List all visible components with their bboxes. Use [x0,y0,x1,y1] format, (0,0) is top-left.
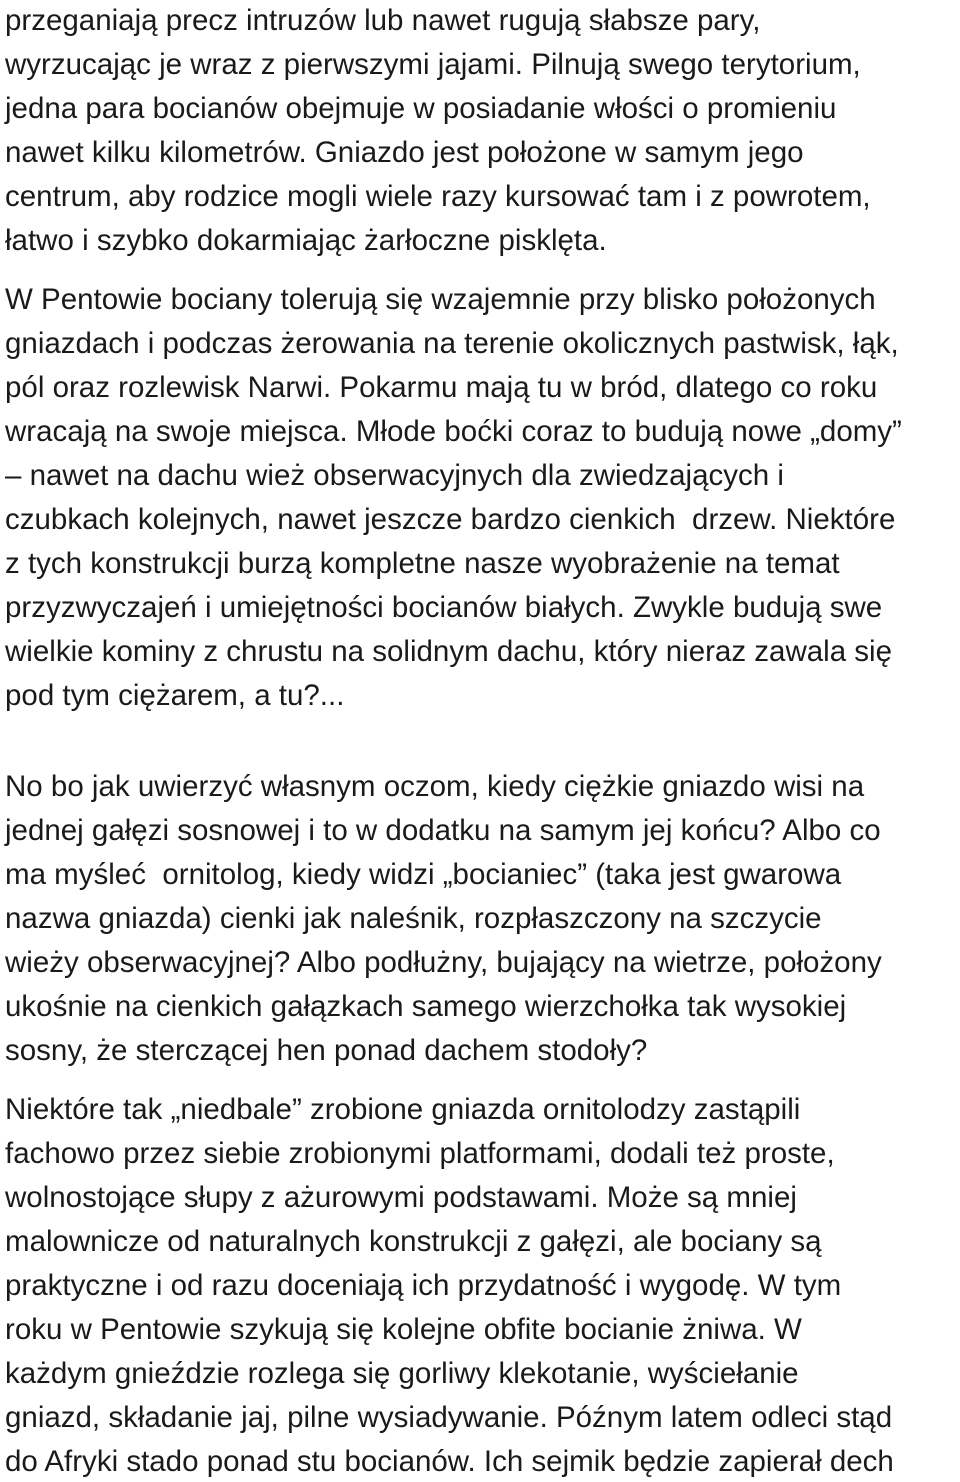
text-line: fachowo przez siebie zrobionymi platformami, dodali też proste, [5,1137,835,1170]
text-line: wyrzucając je wraz z pierwszymi jajami. Pilnują swego terytorium, [5,48,861,81]
text-line: praktyczne i od razu doceniają ich przydatność i wygodę. W tym [5,1269,842,1302]
text-line: każdym gnieździe rozlega się gorliwy klekotanie, wyściełanie [5,1357,799,1390]
text-line: do Afryki stado ponad stu bocianów. Ich sejmik będzie zapierał dech [5,1445,894,1478]
text-line: sosny, że sterczącej hen ponad dachem stodoły? [5,1034,648,1067]
text-line: gniazd, składanie jaj, pilne wysiadywanie. Późnym latem odleci stąd [5,1401,893,1434]
text-line: centrum, aby rodzice mogli wiele razy kursować tam i z powrotem, [5,180,871,213]
text-line: z tych konstrukcji burzą kompletne nasze wyobrażenie na temat [5,547,840,580]
text-line: wracają na swoje miejsca. Młode boćki coraz to budują nowe „domy” [5,415,902,448]
text-line: malownicze od naturalnych konstrukcji z gałęzi, ale bociany są [5,1225,822,1258]
text-line: pod tym ciężarem, a tu?... [5,679,345,712]
text-line: ma myśleć ornitolog, kiedy widzi „bocianiec” (taka jest gwarowa [5,858,842,891]
text-line: Niektóre tak „niedbale” zrobione gniazda ornitolodzy zastąpili [5,1093,801,1126]
text-line: przyzwyczajeń i umiejętności bocianów białych. Zwykle budują swe [5,591,883,624]
text-line: pól oraz rozlewisk Narwi. Pokarmu mają tu w bród, dlatego co roku [5,371,878,404]
text-line: – nawet na dachu wież obserwacyjnych dla zwiedzających i [5,459,784,492]
text-line: roku w Pentowie szykują się kolejne obfite bocianie żniwa. W [5,1313,802,1346]
text-line: nazwa gniazda) cienki jak naleśnik, rozpłaszczony na szczycie [5,902,822,935]
text-line: No bo jak uwierzyć własnym oczom, kiedy ciężkie gniazdo wisi na [5,770,865,803]
text-line: wielkie kominy z chrustu na solidnym dachu, który nieraz zawala się [5,635,893,668]
text-line: czubkach kolejnych, nawet jeszcze bardzo cienkich drzew. Niektóre [5,503,896,536]
text-line: łatwo i szybko dokarmiając żarłoczne pisklęta. [5,224,607,257]
text-line: przeganiają precz intruzów lub nawet rugują słabsze pary, [5,4,761,37]
text-line: nawet kilku kilometrów. Gniazdo jest położone w samym jego [5,136,804,169]
text-line: jednej gałęzi sosnowej i to w dodatku na samym jej końcu? Albo co [5,814,881,847]
text-line: ukośnie na cienkich gałązkach samego wierzchołka tak wysokiej [5,990,847,1023]
text-line: wieży obserwacyjnej? Albo podłużny, bujający na wietrze, położony [5,946,882,979]
text-line: jedna para bocianów obejmuje w posiadanie włości o promieniu [5,92,837,125]
text-line: wolnostojące słupy z ażurowymi podstawami. Może są mniej [5,1181,797,1214]
text-line: gniazdach i podczas żerowania na terenie okolicznych pastwisk, łąk, [5,327,899,360]
text-line: W Pentowie bociany tolerują się wzajemnie przy blisko położonych [5,283,876,316]
